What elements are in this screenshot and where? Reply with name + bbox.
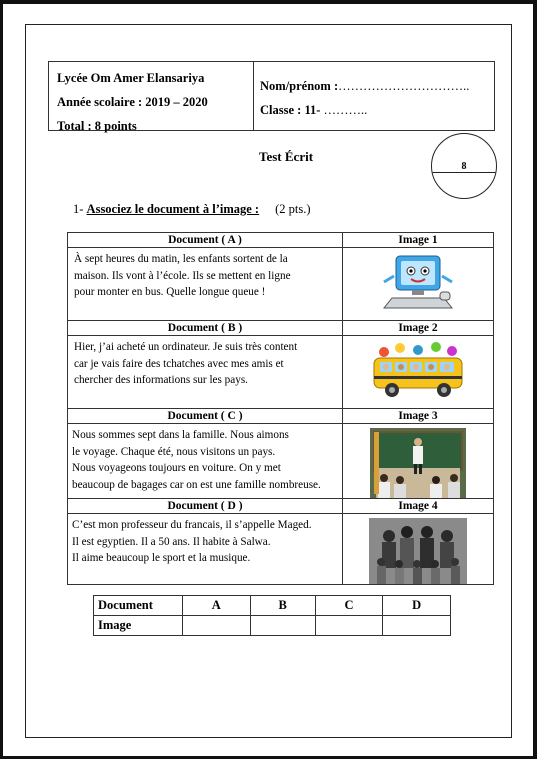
doc-b-header: Document ( B ) [68,321,343,336]
school-bus-illustration [366,340,470,402]
answer-col-d: D [383,596,451,616]
answer-col-b: B [250,596,315,616]
school-year: Année scolaire : 2019 – 2020 [57,95,208,109]
score-divider [432,172,496,173]
image-3-header: Image 3 [343,409,494,424]
page-title: Test Écrit [259,149,314,164]
answer-row-image-label: Image [94,616,183,636]
name-dots: ………………………….. [338,79,470,93]
class-label: Classe : 11- [260,103,324,117]
doc-c-header: Document ( C ) [68,409,343,424]
exam-page [3,4,533,756]
question-points: (2 pts.) [275,202,311,216]
header-right [254,62,494,130]
score-circle [431,133,497,199]
classroom-photo [370,428,466,498]
doc-b-text: Hier, j’ai acheté un ordinateur. Je suis très content car je vais faire des tchatches avec mes amis et chercher des informations sur les pays. [74,341,298,386]
answer-col-a: A [183,596,251,616]
answer-row-document-label: Document [94,596,183,616]
name-field[interactable] [260,74,494,98]
family-photo [369,518,467,584]
doc-a-text: À sept heures du matin, les enfants sortent de la maison. Ils vont à l’école. Ils se mettent en ligne pour monter en bus. Quelle longue queue ! [74,253,291,298]
score-value: 8 [461,161,467,172]
doc-d-text: C’est mon professeur du francais, il s’appelle Maged. Il est egyptien. Il a 50 ans. Il habite à Salwa. Il aime beaucoup le sport et la musique. [72,519,312,564]
doc-a-header: Document ( A ) [68,233,343,248]
school-name: Lycée Om Amer Elansariya [57,71,205,85]
header-box [48,61,495,131]
answer-cell-d[interactable] [383,616,451,636]
doc-d-header: Document ( D ) [68,499,343,514]
documents-table [67,232,494,585]
name-label: Nom/prénom : [260,79,339,93]
doc-c-text: Nous sommes sept dans la famille. Nous aimons le voyage. Chaque été, nous visitons un pays. Nous voyageons toujours en voiture. On y met beaucoup de bagages car on est une famille nombreuse. [72,429,321,491]
computer-illustration [378,252,458,314]
class-field[interactable] [260,98,494,122]
header-left [49,62,254,133]
answer-cell-c[interactable] [315,616,383,636]
answer-grid [93,595,451,636]
answer-col-c: C [315,596,383,616]
question-number: 1- [73,202,87,216]
image-4-header: Image 4 [343,499,494,514]
answer-cell-b[interactable] [250,616,315,636]
total-points: Total : 8 points [57,119,137,133]
image-1-header: Image 1 [343,233,494,248]
question-1 [73,202,311,217]
image-2-header: Image 2 [343,321,494,336]
answer-cell-a[interactable] [183,616,251,636]
question-label: Associez le document à l’image : [86,202,260,216]
class-dots: ……….. [323,103,368,117]
